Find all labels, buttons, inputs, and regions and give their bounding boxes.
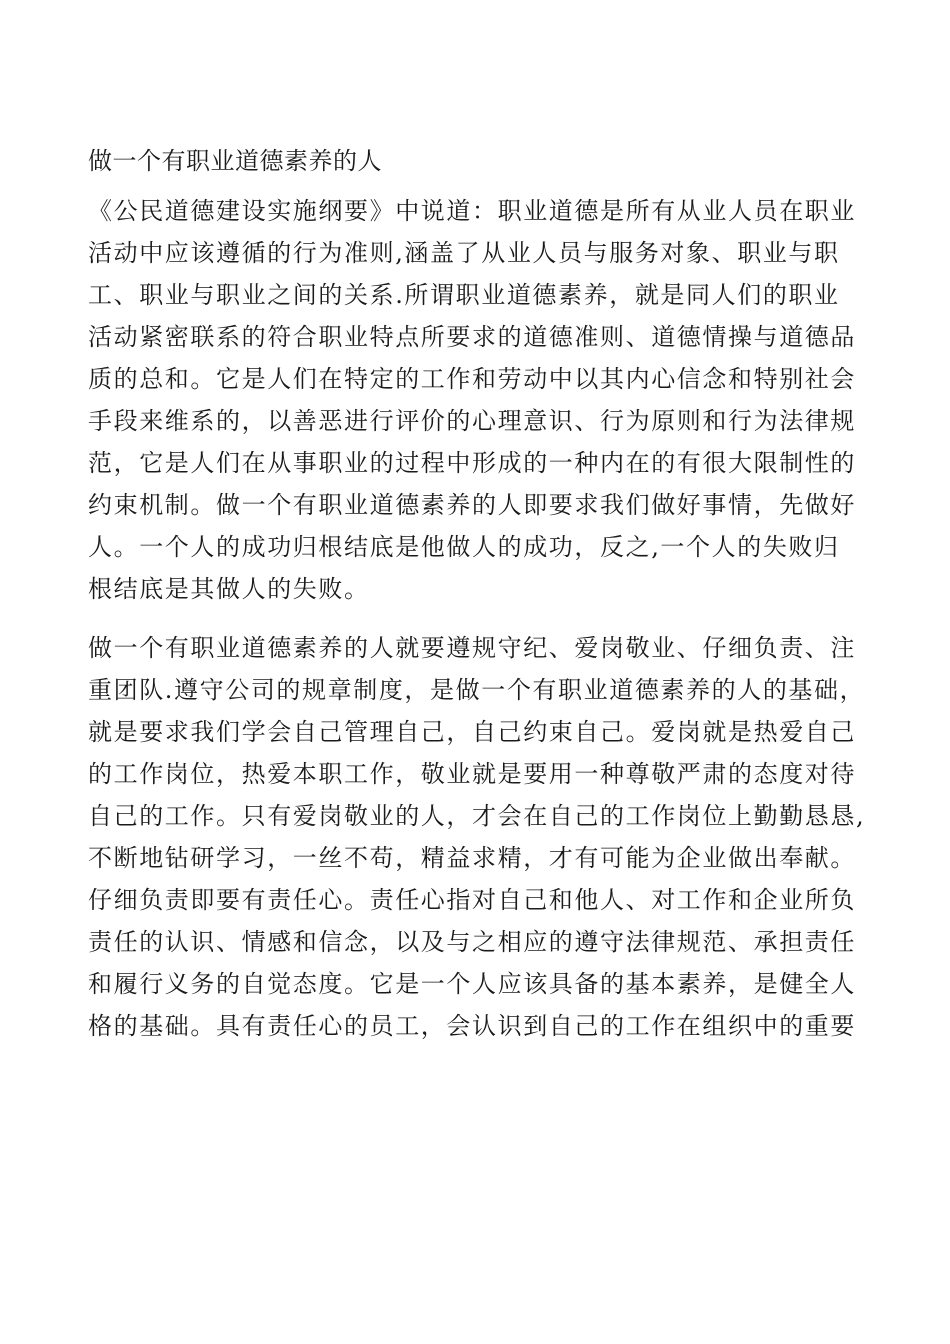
text-line: 格的基础。具有责任心的员工，会认识到自己的工作在组织中的重要 — [88, 1012, 856, 1040]
text-line: 活动紧密联系的符合职业特点所要求的道德准则、道德情操与道德品 — [88, 323, 856, 351]
text-line: 仔细负责即要有责任心。责任心指对自己和他人、对工作和企业所负 — [88, 886, 856, 914]
text-line: 质的总和。它是人们在特定的工作和劳动中以其内心信念和特别社会 — [88, 365, 856, 393]
text-line: 重团队.遵守公司的规章制度，是做一个有职业道德素养的人的基础， — [88, 676, 866, 704]
text-line: 自己的工作。只有爱岗敬业的人，才会在自己的工作岗位上勤勤恳恳, — [88, 802, 866, 830]
text-line: 手段来维系的，以善恶进行评价的心理意识、行为原则和行为法律规 — [88, 407, 856, 435]
text-line: 人。一个人的成功归根结底是他做人的成功，反之,一个人的失败归 — [88, 533, 840, 561]
text-line: 和履行义务的自觉态度。它是一个人应该具备的基本素养，是健全人 — [88, 970, 856, 998]
text-line: 约束机制。做一个有职业道德素养的人即要求我们做好事情，先做好 — [88, 491, 856, 519]
text-line: 责任的认识、情感和信念，以及与之相应的遵守法律规范、承担责任 — [88, 928, 856, 956]
paragraph-1 — [88, 185, 858, 610]
text-line: 《公民道德建设实施纲要》中说道：职业道德是所有从业人员在职业 — [88, 197, 856, 225]
text-line: 活动中应该遵循的行为准则,涵盖了从业人员与服务对象、职业与职 — [88, 239, 840, 267]
text-line: 就是要求我们学会自己管理自己，自己约束自己。爱岗就是热爱自己 — [88, 718, 856, 746]
text-line: 根结底是其做人的失败。 — [88, 575, 370, 603]
text-line: 的工作岗位，热爱本职工作，敬业就是要用一种尊敬严肃的态度对待 — [88, 760, 856, 788]
text-line: 范，它是人们在从事职业的过程中形成的一种内在的有很大限制性的 — [88, 449, 856, 477]
text-line: 不断地钻研学习，一丝不苟，精益求精，才有可能为企业做出奉献。 — [88, 844, 856, 872]
paragraph-2 — [88, 622, 866, 1047]
document-body — [88, 137, 866, 1047]
text-line: 做一个有职业道德素养的人就要遵规守纪、爱岗敬业、仔细负责、注 — [88, 634, 856, 662]
text-line: 工、职业与职业之间的关系.所谓职业道德素养，就是同人们的职业 — [88, 281, 840, 309]
document-title: 做一个有职业道德素养的人 — [88, 147, 382, 175]
paragraph-spacer — [88, 610, 858, 622]
